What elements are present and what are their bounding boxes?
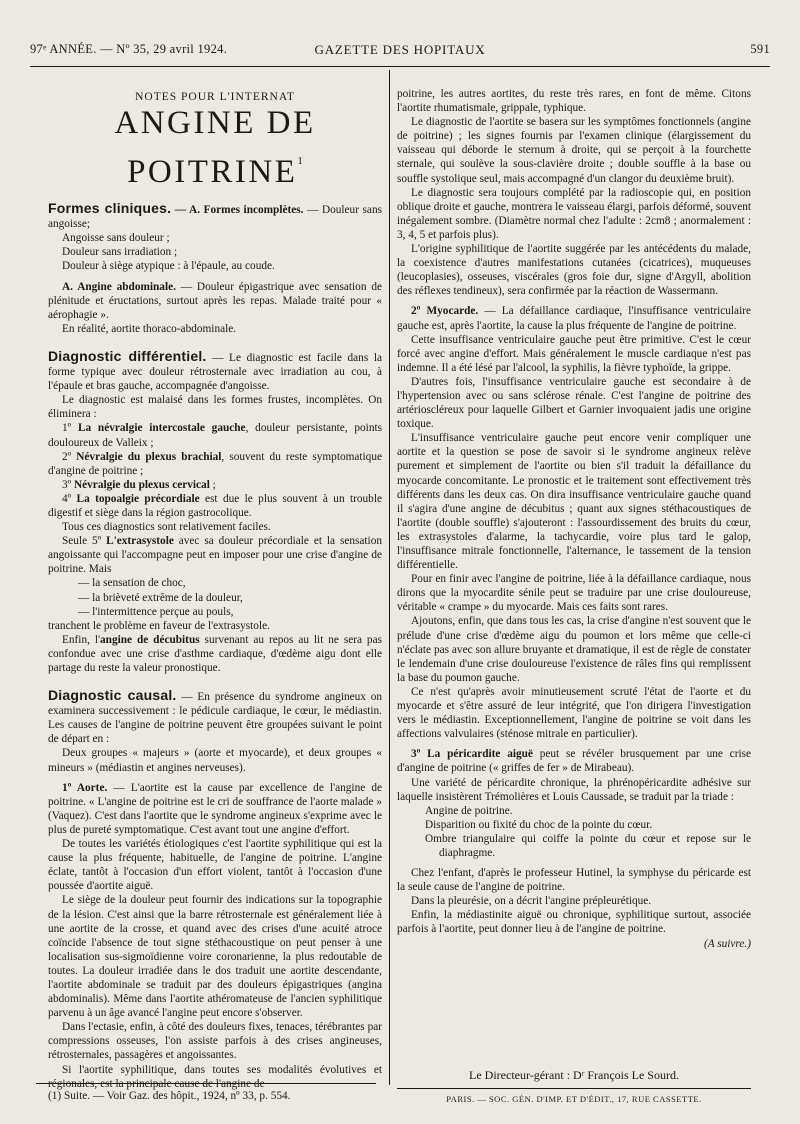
right-column xyxy=(397,87,751,951)
journal-title: GAZETTE DES HOPITAUX xyxy=(314,42,486,57)
peri-p5: Enfin, la médiastinite aiguë ou chronique, syphilitique surtout, associée parfois à l'aortite, peut donner lieu à de l'angine de poitrine. xyxy=(397,909,751,936)
article-title xyxy=(48,104,382,191)
diag-p6-b: angine de décubitus xyxy=(100,633,200,646)
diag-dash-item: — l'intermittence perçue au pouls, xyxy=(78,605,234,618)
diag-p1: — Le diagnostic est facile dans la forme typique avec douleur rétrosternale avec irradiation au cou, à l'épaule et bras gauche, accompagnée d'angoisse. xyxy=(48,351,382,393)
angine-abdominale-label: A. Angine abdominale. xyxy=(62,280,176,293)
diag-rest: est due le plus souvent à un trouble digestif et siège dans la région gastrocolique. xyxy=(48,492,382,519)
diag-bold: La névralgie intercostale gauche xyxy=(77,422,246,435)
myo-p2: Cette insuffisance ventriculaire gauche peut être primitive. C'est le cœur forcé avec angine d'effort. Mais généralement le muscle cardiaque n'est pas indemne. Il a été lésé par l'alcool, la syphilis, la fièvre typhoïde, la grippe. xyxy=(397,333,751,374)
myocarde-label: 2º Myocarde. xyxy=(411,305,479,318)
triade-item: Angine de poitrine. xyxy=(425,804,513,817)
article-title-text: ANGINE DE POITRINE xyxy=(114,105,316,191)
causal-p2: Deux groupes « majeurs » (aorte et myocarde), et deux groupes « mineurs » (médiastin et angines nerveuses). xyxy=(48,747,382,774)
diag-bold: Névralgie du plexus brachial xyxy=(76,450,222,463)
issue-info: 97ᵉ ANNÉE. — Nº 35, 29 avril 1924. xyxy=(30,42,228,56)
diag-p6 xyxy=(48,633,382,675)
diag-rest: ; xyxy=(209,478,216,491)
peri-p2: Une variété de péricardite chronique, la phrénopéricardite adhésive sur laquelle insistèrent Trémolières et Louis Caussade, se traduit par la triade : xyxy=(397,776,751,803)
formes-line: Douleur sans irradiation ; xyxy=(62,246,178,259)
angine-abdominale-text: — Douleur épigastrique avec sensation de plénitude et éructations, surtout après les repas. Malade traité pour « aérophagie ». xyxy=(48,280,382,321)
printer-imprint: PARIS. — SOC. GÉN. D'IMP. ET D'ÉDIT., 17, RUE CASSETTE. xyxy=(446,1094,702,1104)
r-p4: L'origine syphilitique de l'aortite suggérée par les antécédents du malade, la coexistence d'autres manifestations cutanées (cicatrices), muqueuses (leucoplasies), osseuses, viscérales (gros foie dur, signe d'Argyll, abolition des réflexes tendineux), sera confirmée par la réaction de Wassermann. xyxy=(397,243,751,298)
director-signature: Le Directeur-gérant : Dʳ François Le Sourd. xyxy=(469,1068,679,1082)
diag-dash-item: — la brièveté extrême de la douleur, xyxy=(78,591,243,604)
formes-a-label: — A. Formes incomplètes. xyxy=(174,204,304,217)
diag-p4 xyxy=(48,534,382,576)
aorte-p1 xyxy=(48,781,382,837)
diag-p5: tranchent le problème en faveur de l'extrasystole. xyxy=(48,619,270,632)
aorte-p1-text: — L'aortite est la cause par excellence de l'angine de poitrine. « L'angine de poitrine est le cri de souffrance de l'aorte malade » (Vaquez). C'est dans l'aortite que le syndrome angineux s'exprime avec le plus de pureté symptomatique. C'est avant tout une angine d'effort. xyxy=(48,781,383,836)
myo-p3: D'autres fois, l'insuffisance ventriculaire gauche est secondaire à de l'hypertension avec ou sans sclérose rénale. C'est l'angine de poitrine des artérioscléreux pour laquelle Gilbert et Garnier invoquaient jadis une origine toxique. xyxy=(397,375,751,431)
header-rule xyxy=(30,66,770,67)
diag-list-item xyxy=(48,492,382,520)
footnote-rule xyxy=(36,1083,376,1084)
title-footnote-marker: 1 xyxy=(297,155,303,168)
myo-p6: Ajoutons, enfin, que dans tous les cas, la crise d'angine n'est souvent que le prélude d'une crise d'œdème aigu du poumon et lors même que celle-ci n'éclate pas avec son allure bruyante et dramatique, il est de règle de constater le lendemain d'une crise douloureuse l'existence de râles fins qui remplissent la base du poumon gauche. xyxy=(397,615,751,684)
a-suivre: (A suivre.) xyxy=(703,937,751,950)
section-heading-formes: Formes cliniques. xyxy=(48,200,172,217)
peri-p3: Chez l'enfant, d'après le professeur Hutinel, la symphyse du péricarde est la seule cause de l'angine de poitrine. xyxy=(397,867,751,894)
diag-p2: Le diagnostic est malaisé dans les formes frustes, incomplètes. On éliminera : xyxy=(48,394,382,421)
diag-num: 4º xyxy=(62,492,72,505)
myo-p1-text: — La défaillance cardiaque, l'insuffisance ventriculaire gauche est, après l'aortite, la cause la plus fréquente de l'angine de poitrine. xyxy=(397,305,751,332)
aorte-p3: Le siège de la douleur peut fournir des indications sur la topographie de la lésion. C'est ainsi que la barre rétrosternale est généralement liée à une aortite de la crosse, et quand avec des crises d'une acuité atroce coïncide l'absence de tout signe stéthacoustique on peut penser à une localisation sus-sigmoïdienne voire coronarienne, la plus redoutable de toutes. La douleur irradiée dans le dos traduit une aortite descendante, l'aortite abdominale se traduit par des douleurs épigastriques (angina abdominalis). Même dans l'aortite athéromateuse de l'ancien syphilitique parvenu à un âge avancé l'angine peut encore s'observer. xyxy=(48,894,382,1020)
diag-num: 2º xyxy=(62,450,72,463)
formes-line: Angoisse sans douleur ; xyxy=(62,232,170,245)
triade-item: Ombre triangulaire qui coiffe la pointe du cœur et repose sur le diaphragme. xyxy=(425,832,751,859)
diag-list-item xyxy=(48,421,382,449)
myo-p4: L'insuffisance ventriculaire gauche peut encore venir compliquer une aortite et la question se pose de savoir si le syndrome angineux relève purement et simplement de l'aortite ou bien s'il traduit la défaillance du myocarde concomitante. Le pronostic et le traitement sont effectivement très différents dans les deux cas. On dira insuffisance ventriculaire gauche quand il s'agira d'une angine de décubitus ; quant aux signes stéthacoustiques de l'aortite (double souffle) s'ajouteront : l'assourdissement des bruits du cœur, les extrasystoles d'alarme, la tachycardie, voire plus tard le galop, l'insuffisance mitrale fonctionnelle, l'alternance, le tassement de la tension différentielle. xyxy=(397,432,751,572)
diag-p6-c: survenant au repos au lit ne sera pas confondue avec une crise d'asthme cardiaque, d'œdème aigu dont elle partage du reste la valeur pronostique. xyxy=(48,633,382,674)
formes-line: Douleur à siège atypique : à l'épaule, au coude. xyxy=(62,260,275,273)
causal-paragraph xyxy=(48,688,382,746)
r-p3: Le diagnostic sera toujours complété par la radioscopie qui, en position oblique droite et gauche, montrera le vaisseau élargi, parfois déformé, souvent inégalement sombre. (Diamètre normal chez l'adulte : 2cm8 ; anormalement : 3, 4, 5 et parfois plus). xyxy=(397,186,751,241)
myo-p1 xyxy=(397,304,751,332)
pericardite-label: 3º La péricardite aiguë xyxy=(411,748,533,761)
footnote: (1) Suite. — Voir Gaz. des hôpit., 1924, nº 33, p. 554. xyxy=(48,1090,291,1102)
diag-p3: Tous ces diagnostics sont relativement faciles. xyxy=(62,521,271,534)
diag-p4-b: L'extrasystole xyxy=(106,535,174,548)
aorte-p4: Dans l'ectasie, enfin, à côté des douleurs fixes, tenaces, térébrantes par compressions osseuses, l'on assiste parfois à des crises angineuses, rétrosternales, passagères et angoissantes. xyxy=(48,1021,382,1062)
diag-bold: La topoalgie précordiale xyxy=(76,492,200,505)
aorte-p2: De toutes les variétés étiologiques c'est l'aortite syphilitique qui est la cause la plus fréquente, habituelle, de l'angine de poitrine. L'angine éclate, tantôt à l'occasion d'un effort violent, tantôt à l'occasion d'une poussée d'aortite aiguë. xyxy=(48,838,382,893)
diag-bold: Névralgie du plexus cervical xyxy=(73,478,210,491)
aorte-label: 1º Aorte. xyxy=(62,781,108,794)
diag-p4-a: Seule 5º xyxy=(62,535,107,548)
diag-num: 1º xyxy=(62,422,72,435)
signature-rule xyxy=(397,1088,751,1089)
aorte-p5: Si l'aortite syphilitique, dans toutes ses modalités évolutives et régionales, est la principale cause de l'angine de xyxy=(48,1063,382,1090)
diag-rest: , souvent du reste symptomatique d'angine de poitrine ; xyxy=(48,450,382,477)
page-number: 591 xyxy=(750,42,770,56)
angine-abdominale-paragraph xyxy=(48,280,382,322)
diag-dash-item: — la sensation de choc, xyxy=(78,577,186,590)
peri-p1 xyxy=(397,747,751,775)
section-heading-diagnostic-differentiel: Diagnostic différentiel. xyxy=(48,347,207,364)
left-column xyxy=(48,90,382,1091)
section-heading-diagnostic-causal: Diagnostic causal. xyxy=(48,687,177,704)
column-divider xyxy=(389,70,390,1085)
r-p2: Le diagnostic de l'aortite se basera sur les symptômes fonctionnels (angine de poitrine) ; les signes fournis par l'examen clinique (élargissement du vaisseau qui déborde le sternum à droite, qui se perçoit à la fourchette sternale, qui soulève la sous-clavière droite ; double souffle à la base ou souffle systolique seul, mais accompagné d'un clangor du deuxième bruit). xyxy=(397,116,751,185)
rubric: NOTES POUR L'INTERNAT xyxy=(135,91,295,103)
triade-item: Disparition ou fixité du choc de la pointe du cœur. xyxy=(425,818,653,831)
diag-rest: , douleur persistante, points douloureux de Valleix ; xyxy=(48,422,383,449)
myo-p5: Pour en finir avec l'angine de poitrine, liée à la défaillance cardiaque, nous dirons que la myocardite sénile peut se traduire par une crise douloureuse, véritable « crampe » du myocarde. Mais ces faits sont rares. xyxy=(397,573,751,614)
diag-paragraph xyxy=(48,349,382,393)
causal-p1: — En présence du syndrome angineux on examinera successivement : le pédicule cardiaque, le cœur, le médiastin. Les causes de l'angine de poitrine peuvent être groupées suivant le point de départ en : xyxy=(48,691,383,746)
peri-p4: Dans la pleurésie, on a décrit l'angine prépleurétique. xyxy=(411,895,652,908)
diag-p6-a: Enfin, l' xyxy=(62,633,101,646)
r-p1: poitrine, les autres aortites, du reste très rares, en font de même. Citons l'aortite rhumatismale, grippale, typhique. xyxy=(397,88,751,115)
formes-paragraph xyxy=(48,201,382,231)
diag-p4-c: avec sa douleur précordiale et la sensation angoissante qui l'accompagne peut en imposer pour une crise d'angine de poitrine. Mais xyxy=(48,535,382,576)
diag-list-item xyxy=(48,450,382,478)
diag-list-item xyxy=(48,478,382,492)
myo-p7: Ce n'est qu'après avoir minutieusement scruté l'état de l'aorte et du myocarde et s'être assuré de leur intégrité, que l'on dirigera l'investigation vers le médiastin. Exceptionnellement, l'angine de poitrine se voit dans les affections valvulaires (sténose mitrale en particulier). xyxy=(397,685,751,741)
angine-abdominale-reality: En réalité, aortite thoraco-abdominale. xyxy=(62,322,237,335)
formes-a-rest: — Douleur sans angoisse; xyxy=(48,204,382,231)
peri-p1-text: peut se révéler brusquement par une crise d'angine de poitrine (« griffes de fer » de Mirabeau). xyxy=(397,748,752,775)
diag-num: 3º xyxy=(62,478,72,491)
